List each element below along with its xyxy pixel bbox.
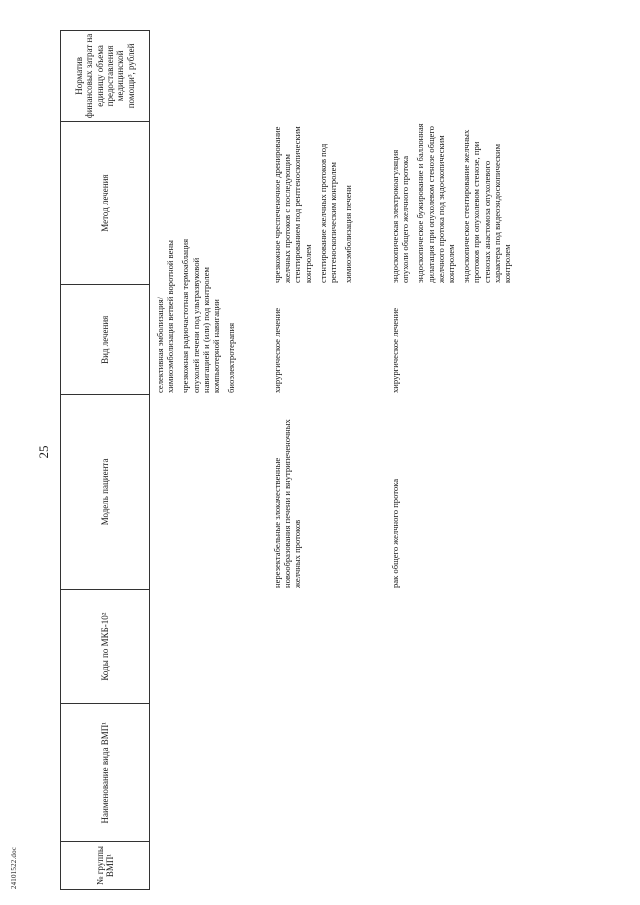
method-text: чрезкожное чреспеченочное дренирование желчных протоков с последующим стентированием под рентгеноскопическим контролем [272, 126, 313, 283]
treatment-table [60, 30, 578, 890]
row-2-type [272, 289, 287, 393]
rotated-table-container [60, 30, 578, 890]
row-2-model [272, 400, 308, 588]
row-3-methods [390, 123, 517, 283]
method-text: химиоэмболизация печени [343, 185, 354, 283]
method-text: эндоскопическая электрокоагуляция опухоли общего желчного протока [390, 149, 411, 283]
row-3-type [390, 289, 405, 393]
header-method: Метод лечения [61, 121, 149, 285]
method-text: стентирование желчных протоков под рентгеноскопическим контролем [317, 143, 339, 283]
model-text: нерезектабельные злокачественные новообразования печени и внутрипеченочных желчных протоков [272, 419, 303, 588]
type-text: хирургическое лечение [272, 307, 282, 393]
method-text: чрезкожная радиочастотная термоаблация опухолей печени под ультразвуковой навигацией и (или) под контролем компьютерной навигации [180, 238, 222, 393]
row-3-model [390, 400, 405, 588]
row-2-methods [272, 123, 358, 283]
method-text: эндоскопическое стентирование желчных протоков при опухолевом стенозе, при стенозах анастомоза опухолевого характера под видеоэндоскопическим контролем [461, 129, 513, 283]
header-name: Наименование вида ВМП¹ [61, 703, 149, 841]
page-number: 25 [36, 445, 51, 459]
method-text: эндоскопическое бужирование и баллонная дилатация при опухолевом стенозе общего желчного протока под эндоскопическим контролем [415, 123, 457, 283]
method-text: селективная эмболизация/химиоэмболизация ветвей воротной вены [155, 240, 176, 393]
header-norm: Норматив финансовых затрат на единицу объема предоставления медицинской помощи³, рублей [73, 33, 136, 119]
method-text: биоэлектротерапия [226, 322, 237, 393]
row-1-methods [155, 233, 241, 393]
header-model: Модель пациента [61, 394, 149, 589]
header-group: № группы ВМП¹ [61, 841, 149, 889]
header-codes: Коды по МКБ-10² [61, 589, 149, 704]
header-type: Вид лечения [61, 284, 149, 394]
type-text: хирургическое лечение [390, 307, 400, 393]
model-text: рак общего желчного протока [390, 478, 400, 588]
table-header-row [60, 30, 150, 890]
document-id: 24101522.doc [10, 846, 18, 890]
